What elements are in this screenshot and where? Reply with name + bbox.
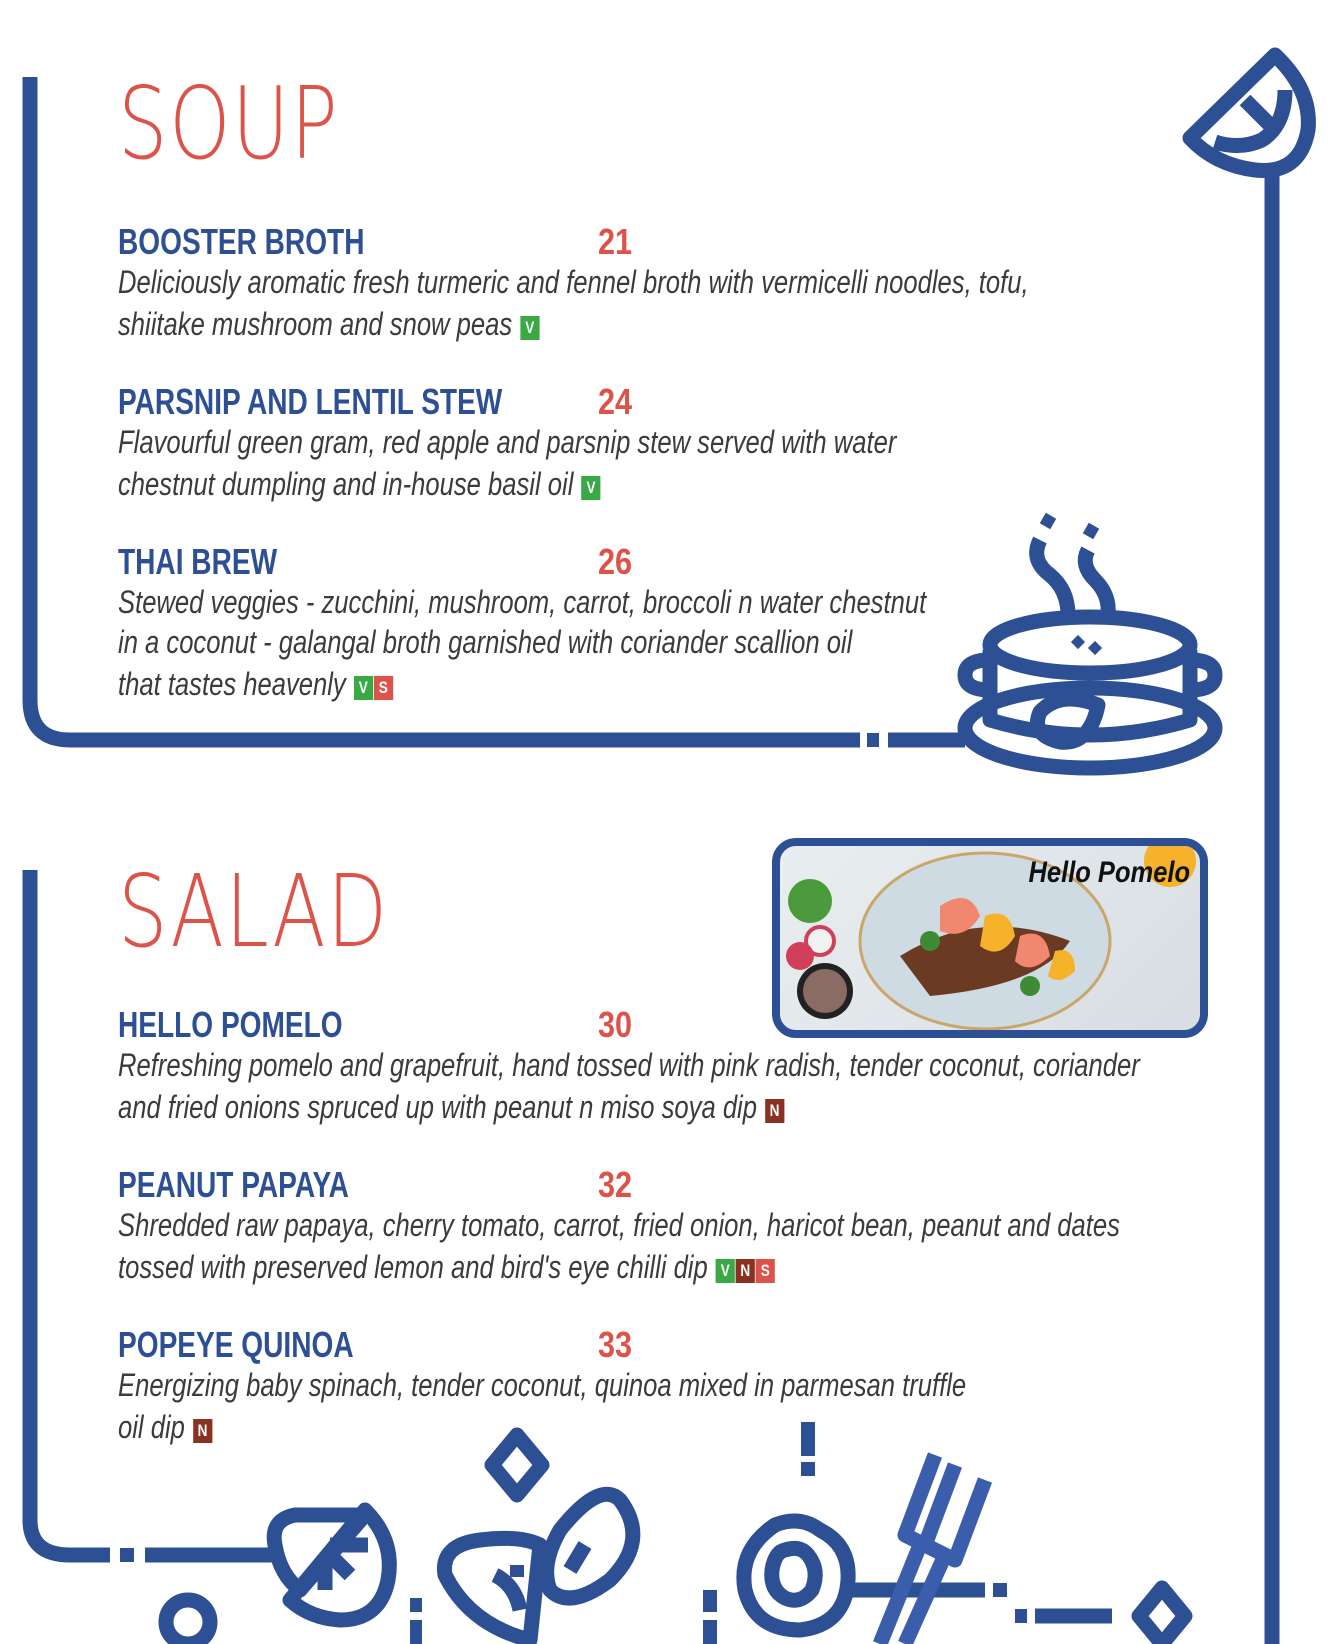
nuts-tag: N [193,1419,212,1443]
section-title-salad: SALAD [118,853,389,970]
item-price: 33 [598,1324,633,1365]
diamond-icon [1139,1588,1185,1644]
description-line: tossed with preserved lemon and bird's eye chilli dip [118,1249,708,1285]
spicy-tag: S [756,1259,775,1283]
menu-item [118,1325,1178,1447]
item-description [118,582,926,704]
salad-frame-line [30,870,110,1555]
pepper-slice-icon [744,1521,848,1630]
description-line: Stewed veggies - zucchini, mushroom, carrot, broccoli n water chestnut [118,584,927,620]
description-line: Shredded raw papaya, cherry tomato, carrot, fried onion, haricot bean, peanut and dates [118,1207,1120,1243]
section-title-soup: SOUP [118,65,340,182]
item-description [118,422,896,504]
item-price: 21 [598,221,633,262]
description-line: Refreshing pomelo and grapefruit, hand tossed with pink radish, tender coconut, coriander [118,1047,1140,1083]
leaves-icon [444,1494,632,1640]
item-name: THAI BREW [118,541,278,582]
nuts-tag: N [736,1259,755,1283]
ring-icon [166,1600,210,1644]
menu-item [118,1005,1338,1127]
item-description [118,262,1029,344]
description-line: that tastes heavenly [118,666,346,702]
description-line: and fried onions spruced up with peanut n miso soya dip [118,1089,757,1125]
item-price: 32 [598,1164,633,1205]
menu-item [118,542,1128,704]
item-name: POPEYE QUINOA [118,1324,354,1365]
description-line: Energizing baby spinach, tender coconut, quinoa mixed in parmesan truffle [118,1367,967,1403]
description-line: oil dip [118,1409,185,1445]
fork-icon [880,1455,985,1644]
vegan-tag: V [581,476,600,500]
menu-item [118,1165,1338,1287]
item-price: 26 [598,541,633,582]
description-line: Flavourful green gram, red apple and parsnip stew served with water [118,424,897,460]
menu-item [118,222,1256,344]
item-name: PEANUT PAPAYA [118,1164,349,1205]
lemon-wedge-icon [274,1510,389,1620]
description-line: shiitake mushroom and snow peas [118,306,513,342]
vegan-tag: V [520,316,539,340]
vegan-tag: V [716,1259,735,1283]
item-price: 24 [598,381,633,422]
item-name: PARSNIP AND LENTIL STEW [118,381,503,422]
item-price: 30 [598,1004,633,1045]
item-name: HELLO POMELO [118,1004,343,1045]
lemon-slice-icon [1190,55,1308,171]
item-description [118,1045,1140,1127]
nuts-tag: N [765,1099,784,1123]
item-name: BOOSTER BROTH [118,221,365,262]
item-description [118,1365,966,1447]
item-description [118,1205,1120,1287]
description-line: in a coconut - galangal broth garnished with coriander scallion oil [118,624,853,660]
description-line: chestnut dumpling and in-house basil oil [118,466,574,502]
photo-caption: Hello Pomelo [1028,856,1190,889]
menu-item [118,382,1091,504]
spicy-tag: S [374,676,393,700]
description-line: Deliciously aromatic fresh turmeric and fennel broth with vermicelli noodles, tofu, [118,264,1029,300]
vegan-tag: V [354,676,373,700]
